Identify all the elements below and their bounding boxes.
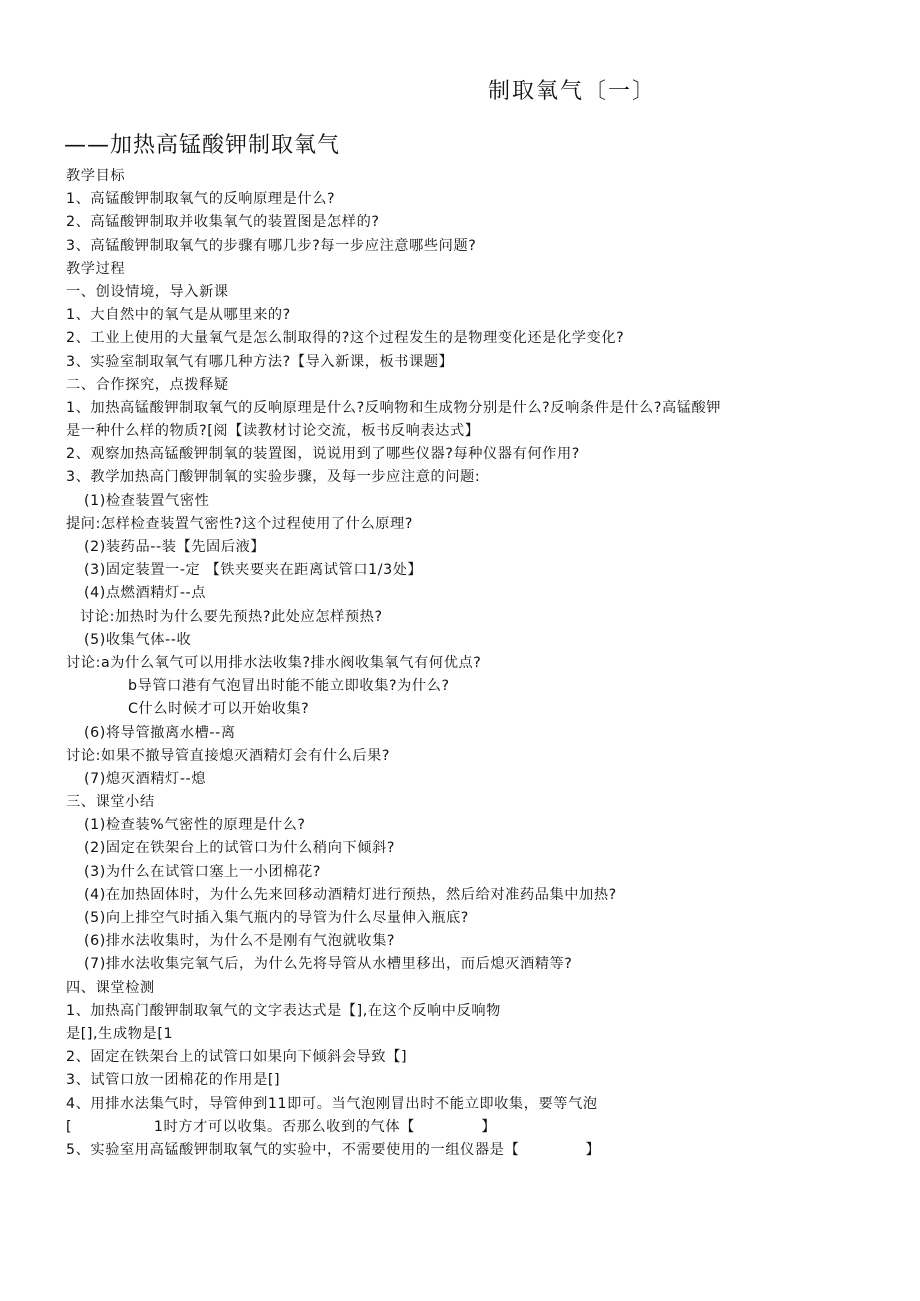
discussion-line: 讨论:如果不撤导管直接熄灭酒精灯会有什么后果? [66,747,391,764]
discussion-subitem: C什么时候才可以开始收集? [128,701,310,718]
section-heading-goals: 教学目标 [66,168,126,184]
summary-item: (5)向上排空气时插入集气瓶内的导管为什么尽量伸入瓶底? [84,910,469,926]
summary-item: (7)排水法收集完氧气后，为什么先将导管从水槽里移出，而后熄灭酒精等? [84,956,573,973]
question-item: 2、工业上使用的大量氧气是怎么制取得的?这个过程发生的是物理变化还是化学变化? [66,330,625,347]
summary-item: (2)固定在铁架台上的试管口为什么稍向下倾斜? [84,840,395,857]
summary-item: (6)排水法收集时，为什么不是刚有气泡就收集? [84,933,395,950]
summary-item: (3)为什么在试管口塞上一小团棉花? [84,863,322,880]
quiz-item: 1、加热高门酸钾制取氧气的文字表达式是【],在这个反响中反响物 [66,1002,501,1019]
document-body [66,165,866,1162]
quiz-item-continued: [ 1时方才可以收集。否那么收到的气体【 】 [66,1118,497,1135]
question-item: 2、观察加热高锰酸钾制氧的装置图，说说用到了哪些仪器?每种仪器有何作用? [66,446,580,463]
question-item: 1、大自然中的氧气是从哪里来的? [66,307,291,324]
quiz-item: 2、固定在铁架台上的试管口如果向下倾斜会导致【] [66,1049,408,1066]
part-heading-3: 三、课堂小结 [66,794,155,811]
part-heading-1: 一、创设情境，导入新课 [66,283,229,300]
quiz-item: 4、用排水法集气时，导管伸到11即可。当气泡刚冒出时不能立即收集，要等气泡 [66,1095,598,1112]
step-item: (4)点燃酒精灯--点 [84,585,207,602]
summary-item: (4)在加热固体时，为什么先来回移动酒精灯进行预热，然后给对准药品集中加热? [84,886,617,903]
question-item: 3、实验室制取氧气有哪几种方法?【导入新课，板书课题】 [66,353,454,370]
quiz-item-continued: 是[],生成物是[1 [66,1025,174,1042]
step-item: (1)检查装置气密性 [84,492,210,509]
part-heading-4: 四、课堂检测 [66,979,155,996]
part-heading-2: 二、合作探究，点拨释疑 [66,376,229,393]
discussion-line: 讨论:a为什么氧气可以用排水法收集?排水阀收集氧气有何优点? [66,654,482,671]
goal-item: 2、高锰酸钾制取并收集氧气的装置图是怎样的? [66,214,380,231]
quiz-item: 5、实验室用高锰酸钾制取氧气的实验中，不需要使用的一组仪器是【 】 [66,1141,601,1158]
question-item: 1、加热高锰酸钾制取氧气的反响原理是什么?反响物和生成物分别是什么?反响条件是什么?高锰酸钾 [66,399,722,416]
section-heading-process: 教学过程 [66,260,126,277]
document-title: 制取氧气〔一〕 [488,79,657,104]
discussion-subitem: b导管口港有气泡冒出时能不能立即收集?为什么? [128,678,450,695]
goal-item: 1、高锰酸钾制取氧气的反响原理是什么? [66,191,336,208]
prompt-line: 提问:怎样检查装置气密性?这个过程使用了什么原理? [66,515,413,532]
document-subtitle: ——加热高锰酸钾制取氧气 [64,133,341,158]
step-item: (7)熄灭酒精灯--熄 [84,770,207,787]
question-item-continued: 是一种什么样的物质?[阅【读教材讨论交流，板书反响表达式】 [66,423,480,440]
step-item: (3)固定装置一-定 【铁夹要夹在距离试管口1/3处】 [84,562,423,579]
discussion-line: 讨论:加热时为什么要先预热?此处应怎样预热? [80,608,383,625]
summary-item: (1)检查装%气密性的原理是什么? [84,817,306,834]
quiz-item: 3、试管口放一团棉花的作用是[] [66,1072,281,1089]
step-item: (6)将导管撤离水槽--离 [84,724,236,741]
step-item: (5)收集气体--收 [84,631,192,648]
goal-item: 3、高锰酸钾制取氧气的步骤有哪几步?每一步应注意哪些问题? [66,237,477,254]
question-item: 3、教学加热高门酸钾制氧的实验步骤，及每一步应注意的问题: [66,469,481,486]
step-item: (2)装药品--装【先固后液】 [84,539,266,555]
